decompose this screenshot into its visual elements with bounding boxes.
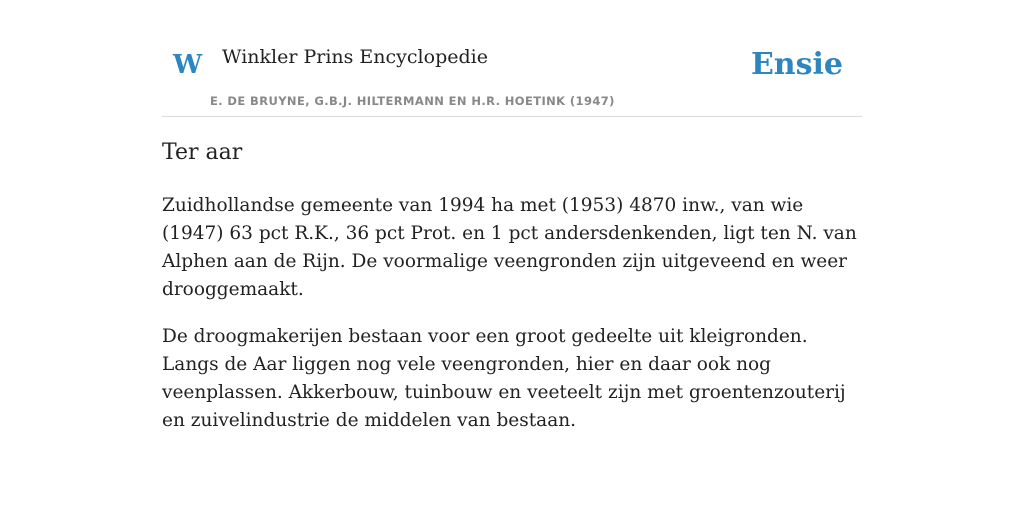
article-paragraph: Zuidhollandse gemeente van 1994 ha met (1953) 4870 inw., van wie (1947) 63 pct R.K., 36 pct Prot. en 1 pct andersdenkenden, ligt ten N. van Alphen aan de Rijn. De voormalige veengronden zijn uitgeveend en weer drooggemaakt. — [162, 195, 857, 300]
encyclopedia-authors: E. DE BRUYNE, G.B.J. HILTERMANN EN H.R. HOETINK (1947) — [210, 94, 615, 108]
article-body — [162, 192, 862, 454]
ensie-brand-link[interactable]: Ensie — [750, 47, 843, 82]
page-container — [162, 0, 862, 431]
encyclopedia-logo[interactable]: W — [173, 50, 203, 80]
article-title: Ter aar — [162, 140, 243, 165]
article-paragraph: De droogmakerijen bestaan voor een groot gedeelte uit kleigronden. Langs de Aar liggen nog vele veengronden, hier en daar ook nog veenplassen. Akkerbouw, tuinbouw en veeteelt zijn met groentenzouterij en zuivelindustrie de middelen van bestaan. — [162, 326, 846, 431]
encyclopedia-title[interactable]: Winkler Prins Encyclopedie — [222, 46, 488, 68]
encyclopedia-header — [162, 0, 862, 117]
